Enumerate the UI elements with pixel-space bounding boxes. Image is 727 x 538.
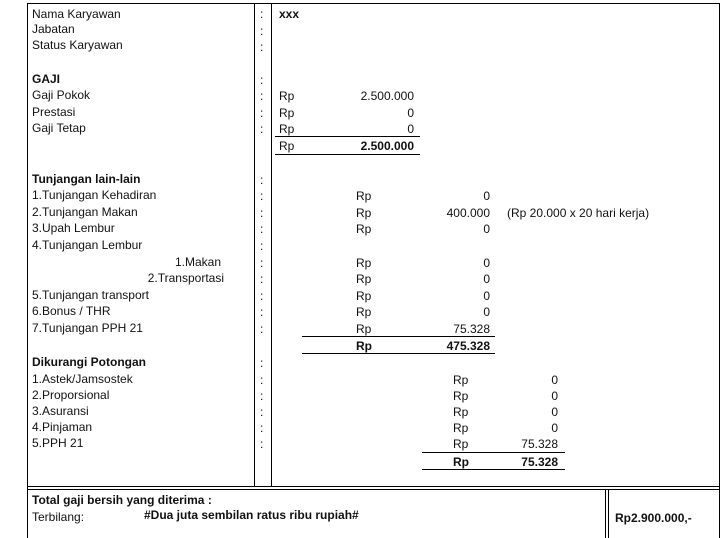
currency: Rp (356, 222, 372, 236)
tunjangan-item-label: 4.Tunjangan Lembur (32, 238, 143, 252)
jabatan-label: Jabatan (32, 22, 75, 36)
gaji-pokok-value: 2.500.000 (360, 89, 414, 103)
column-divider-2 (271, 3, 272, 487)
colon: : (260, 40, 264, 54)
potongan-subtotal-line (422, 452, 565, 453)
colon: : (260, 206, 264, 220)
colon: : (260, 256, 264, 270)
tunjangan-item-value: 0 (483, 222, 490, 236)
colon: : (260, 73, 264, 87)
currency: Rp (356, 339, 372, 353)
potongan-item-label: 4.Pinjaman (32, 420, 93, 434)
column-divider-1 (254, 3, 255, 487)
tunjangan-item-label: 1.Makan (174, 255, 221, 269)
tunjangan-item-value: 0 (483, 256, 490, 270)
currency: Rp (453, 437, 469, 451)
tunjangan-item-value: 0 (483, 272, 490, 286)
potongan-item-value: 75.328 (521, 437, 558, 451)
tunjangan-item-value: 400.000 (446, 206, 490, 220)
tunjangan-item-label: 2.Tunjangan Makan (32, 205, 138, 219)
prestasi-value: 0 (407, 106, 414, 120)
colon: : (260, 222, 264, 236)
currency: Rp (356, 289, 372, 303)
gaji-tetap-value: 0 (407, 122, 414, 136)
tunjangan-total-underline (302, 353, 495, 354)
terbilang-label: Terbilang: (32, 510, 85, 524)
colon: : (260, 305, 264, 319)
tunjangan-item-label: 2.Transportasi (147, 271, 224, 285)
total-gaji-label: Total gaji bersih yang diterima : (32, 493, 212, 507)
currency: Rp (453, 455, 469, 469)
footer-divider-bottom (27, 489, 720, 490)
potongan-total-value: 75.328 (521, 455, 558, 469)
gaji-pokok-label: Gaji Pokok (32, 88, 91, 102)
tunjangan-item-value: 0 (483, 305, 490, 319)
colon: : (260, 389, 264, 403)
gaji-total-value: 2.500.000 (360, 139, 414, 153)
gaji-title: GAJI (32, 72, 61, 86)
left-border (27, 3, 28, 538)
gaji-total-underline (275, 154, 420, 155)
currency: Rp (279, 89, 295, 103)
currency: Rp (356, 322, 372, 336)
potongan-item-value: 0 (551, 389, 558, 403)
currency: Rp (356, 256, 372, 270)
tunjangan-item-label: 7.Tunjangan PPH 21 (32, 321, 143, 335)
colon: : (260, 89, 264, 103)
colon: : (260, 289, 264, 303)
currency: Rp (356, 272, 372, 286)
colon: : (260, 405, 264, 419)
tunjangan-item-value: 0 (483, 189, 490, 203)
colon: : (260, 189, 264, 203)
status-label: Status Karyawan (32, 38, 123, 52)
potongan-total-underline (422, 469, 565, 470)
colon: : (260, 173, 264, 187)
tunjangan-item-label: 3.Upah Lembur (32, 221, 115, 235)
potongan-item-value: 0 (551, 373, 558, 387)
gaji-subtotal-line (275, 136, 420, 137)
colon: : (260, 122, 264, 136)
currency: Rp (453, 389, 469, 403)
tunjangan-subtotal-line (302, 336, 495, 337)
total-box-left (605, 489, 606, 538)
tunjangan-item-value: 75.328 (453, 322, 490, 336)
colon: : (260, 106, 264, 120)
top-border (27, 3, 720, 4)
colon: : (260, 322, 264, 336)
colon: : (260, 239, 264, 253)
colon: : (260, 24, 264, 38)
potongan-title: Dikurangi Potongan (32, 355, 146, 369)
footer-divider-top (27, 486, 720, 487)
nama-value: xxx (279, 7, 300, 21)
colon: : (260, 373, 264, 387)
colon: : (260, 356, 264, 370)
nama-label: Nama Karyawan (32, 7, 121, 21)
tunjangan-item-label: 1.Tunjangan Kehadiran (32, 188, 157, 202)
potongan-item-label: 5.PPH 21 (32, 436, 84, 450)
right-border (719, 3, 720, 538)
currency: Rp (279, 139, 295, 153)
colon: : (260, 437, 264, 451)
tunjangan-total-value: 475.328 (446, 339, 490, 353)
colon: : (260, 7, 264, 21)
gaji-tetap-label: Gaji Tetap (32, 121, 86, 135)
currency: Rp (453, 421, 469, 435)
tunjangan-item-label: 5.Tunjangan transport (32, 288, 149, 302)
currency: Rp (356, 305, 372, 319)
total-gaji-value: Rp2.900.000,- (615, 511, 692, 525)
tunjangan-item-value: 0 (483, 289, 490, 303)
potongan-item-label: 1.Astek/Jamsostek (32, 372, 133, 386)
tunjangan-title: Tunjangan lain-lain (32, 172, 141, 186)
tunjangan-item-label: 6.Bonus / THR (32, 304, 111, 318)
currency: Rp (356, 206, 372, 220)
potongan-item-value: 0 (551, 421, 558, 435)
potongan-item-label: 3.Asuransi (32, 404, 89, 418)
potongan-item-value: 0 (551, 405, 558, 419)
currency: Rp (453, 405, 469, 419)
currency: Rp (279, 122, 295, 136)
tunjangan-makan-note: (Rp 20.000 x 20 hari kerja) (507, 206, 650, 220)
currency: Rp (356, 189, 372, 203)
colon: : (260, 421, 264, 435)
potongan-item-label: 2.Proporsional (32, 388, 110, 402)
total-box-left-inner (608, 489, 609, 538)
currency: Rp (279, 106, 295, 120)
currency: Rp (453, 373, 469, 387)
prestasi-label: Prestasi (32, 105, 76, 119)
terbilang-value: #Dua juta sembilan ratus ribu rupiah# (144, 508, 359, 522)
colon: : (260, 272, 264, 286)
